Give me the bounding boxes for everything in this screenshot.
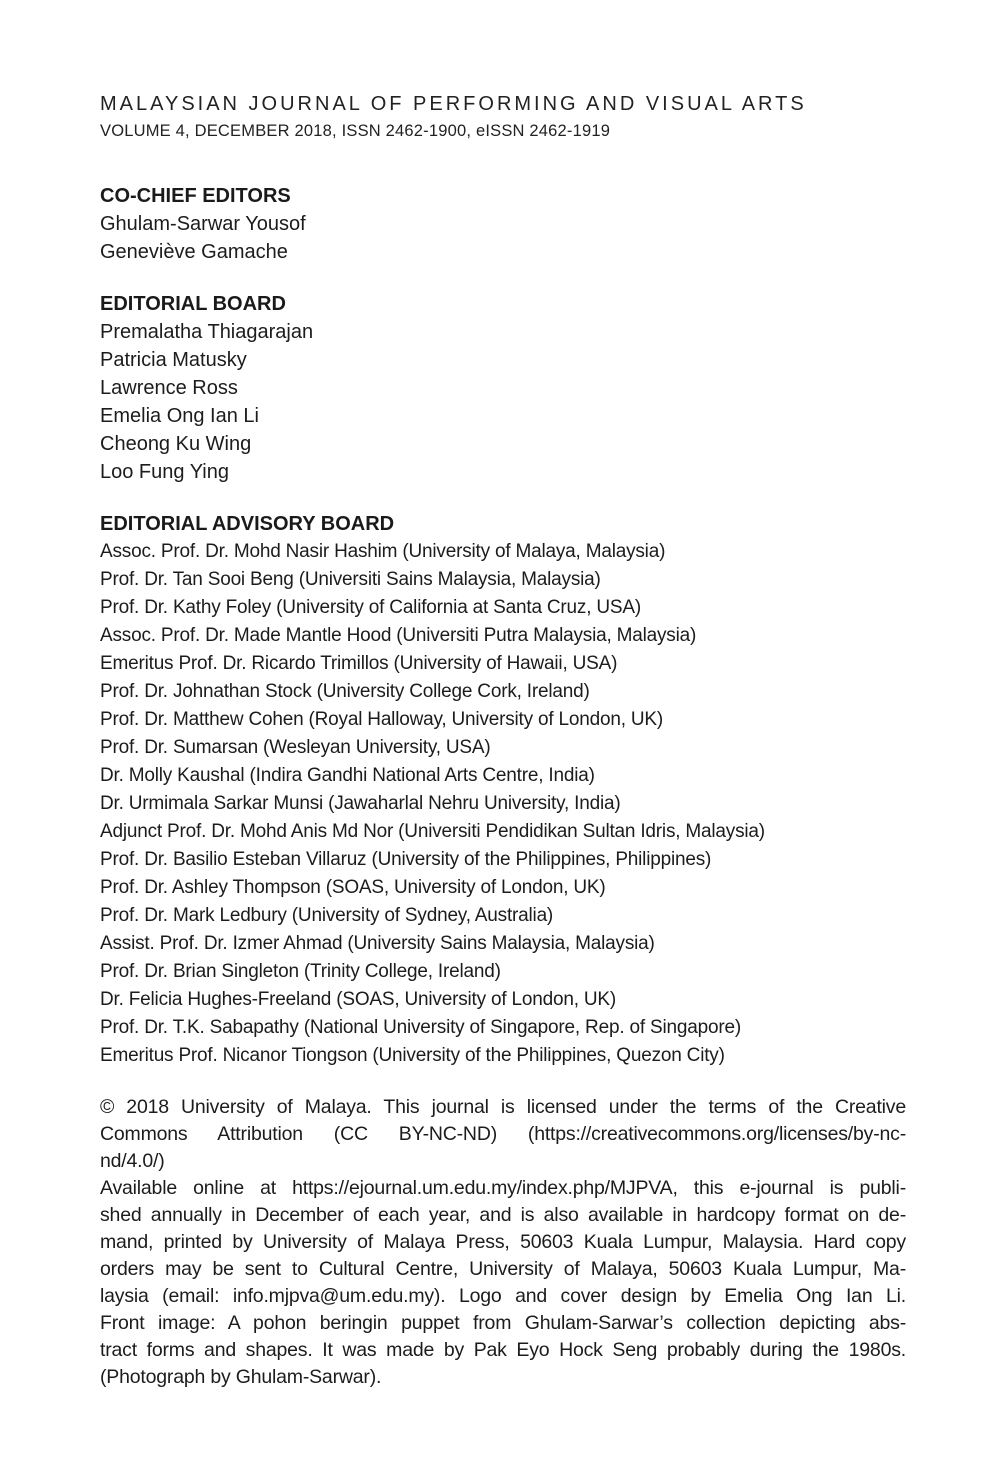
editorial-advisory-board-section <box>100 510 908 1070</box>
board-member-name: Premalatha Thiagarajan <box>100 321 314 343</box>
masthead <box>100 90 908 144</box>
editorial-board-list <box>100 318 908 486</box>
journal-title: MALAYSIAN JOURNAL OF PERFORMING AND VISUAL ARTS <box>100 93 807 115</box>
advisory-member-entry: Prof. Dr. Ashley Thompson (SOAS, University of London, UK) <box>100 877 606 898</box>
advisory-member-entry: Emeritus Prof. Dr. Ricardo Trimillos (University of Hawaii, USA) <box>100 653 618 674</box>
advisory-member-entry: Dr. Felicia Hughes-Freeland (SOAS, University of London, UK) <box>100 989 616 1010</box>
co-chief-editors-heading: CO-CHIEF EDITORS <box>100 185 291 207</box>
imprint-line: Commons Attribution (CC BY-NC-ND) (https://creativecommons.org/licenses/by-nc- <box>100 1123 906 1145</box>
co-chief-editors-list <box>100 210 908 266</box>
advisory-member-entry: Prof. Dr. Sumarsan (Wesleyan University, USA) <box>100 737 491 758</box>
issue-line: VOLUME 4, DECEMBER 2018, ISSN 2462-1900, eISSN 2462-1919 <box>100 122 611 140</box>
editor-name: Geneviève Gamache <box>100 241 288 263</box>
editorial-board-heading: EDITORIAL BOARD <box>100 293 286 315</box>
board-member-name: Patricia Matusky <box>100 349 247 371</box>
advisory-member-entry: Prof. Dr. Mark Ledbury (University of Sydney, Australia) <box>100 905 554 926</box>
imprint-line: Front image: A pohon beringin puppet from Ghulam-Sarwar’s collection depicting abs- <box>100 1312 906 1334</box>
board-member-name: Cheong Ku Wing <box>100 433 252 455</box>
advisory-member-entry: Dr. Molly Kaushal (Indira Gandhi National Arts Centre, India) <box>100 765 595 786</box>
imprint-line: tract forms and shapes. It was made by Pak Eyo Hock Seng probably during the 1980s. <box>100 1339 906 1361</box>
imprint-block <box>100 1094 906 1391</box>
co-chief-editors-section <box>100 182 908 266</box>
advisory-member-entry: Prof. Dr. Brian Singleton (Trinity College, Ireland) <box>100 961 501 982</box>
imprint-line: (Photograph by Ghulam-Sarwar). <box>100 1366 382 1388</box>
advisory-member-entry: Adjunct Prof. Dr. Mohd Anis Md Nor (Universiti Pendidikan Sultan Idris, Malaysia) <box>100 821 765 842</box>
editor-name: Ghulam-Sarwar Yousof <box>100 213 306 235</box>
advisory-member-entry: Prof. Dr. Johnathan Stock (University College Cork, Ireland) <box>100 681 590 702</box>
board-member-name: Loo Fung Ying <box>100 461 229 483</box>
advisory-member-entry: Prof. Dr. Matthew Cohen (Royal Halloway, University of London, UK) <box>100 709 664 730</box>
advisory-member-entry: Assoc. Prof. Dr. Mohd Nasir Hashim (University of Malaya, Malaysia) <box>100 541 666 562</box>
advisory-member-entry: Dr. Urmimala Sarkar Munsi (Jawaharlal Nehru University, India) <box>100 793 621 814</box>
imprint-line: Available online at https://ejournal.um.edu.my/index.php/MJPVA, this e-journal is publi- <box>100 1177 906 1199</box>
board-member-name: Lawrence Ross <box>100 377 238 399</box>
imprint-line: © 2018 University of Malaya. This journal is licensed under the terms of the Creative <box>100 1096 906 1118</box>
advisory-member-entry: Emeritus Prof. Nicanor Tiongson (University of the Philippines, Quezon City) <box>100 1045 725 1066</box>
advisory-member-entry: Prof. Dr. Kathy Foley (University of California at Santa Cruz, USA) <box>100 597 641 618</box>
imprint-line: mand, printed by University of Malaya Press, 50603 Kuala Lumpur, Malaysia. Hard copy <box>100 1231 906 1253</box>
advisory-member-entry: Prof. Dr. Basilio Esteban Villaruz (University of the Philippines, Philippines) <box>100 849 712 870</box>
advisory-member-entry: Prof. Dr. Tan Sooi Beng (Universiti Sains Malaysia, Malaysia) <box>100 569 601 590</box>
board-member-name: Emelia Ong Ian Li <box>100 405 259 427</box>
advisory-member-entry: Assist. Prof. Dr. Izmer Ahmad (University Sains Malaysia, Malaysia) <box>100 933 655 954</box>
copyright-license-paragraph <box>100 1094 906 1175</box>
availability-colophon-paragraph <box>100 1175 906 1391</box>
imprint-line: nd/4.0/) <box>100 1150 165 1172</box>
editorial-advisory-board-heading: EDITORIAL ADVISORY BOARD <box>100 513 395 535</box>
imprint-line: shed annually in December of each year, and is also available in hardcopy format on de- <box>100 1204 906 1226</box>
editorial-board-section <box>100 290 908 486</box>
advisory-member-entry: Prof. Dr. T.K. Sabapathy (National University of Singapore, Rep. of Singapore) <box>100 1017 741 1038</box>
imprint-line: laysia (email: info.mjpva@um.edu.my). Logo and cover design by Emelia Ong Ian Li. <box>100 1285 906 1307</box>
editorial-advisory-board-list <box>100 538 908 1070</box>
advisory-member-entry: Assoc. Prof. Dr. Made Mantle Hood (Universiti Putra Malaysia, Malaysia) <box>100 625 697 646</box>
imprint-line: orders may be sent to Cultural Centre, University of Malaya, 50603 Kuala Lumpur, Ma- <box>100 1258 906 1280</box>
